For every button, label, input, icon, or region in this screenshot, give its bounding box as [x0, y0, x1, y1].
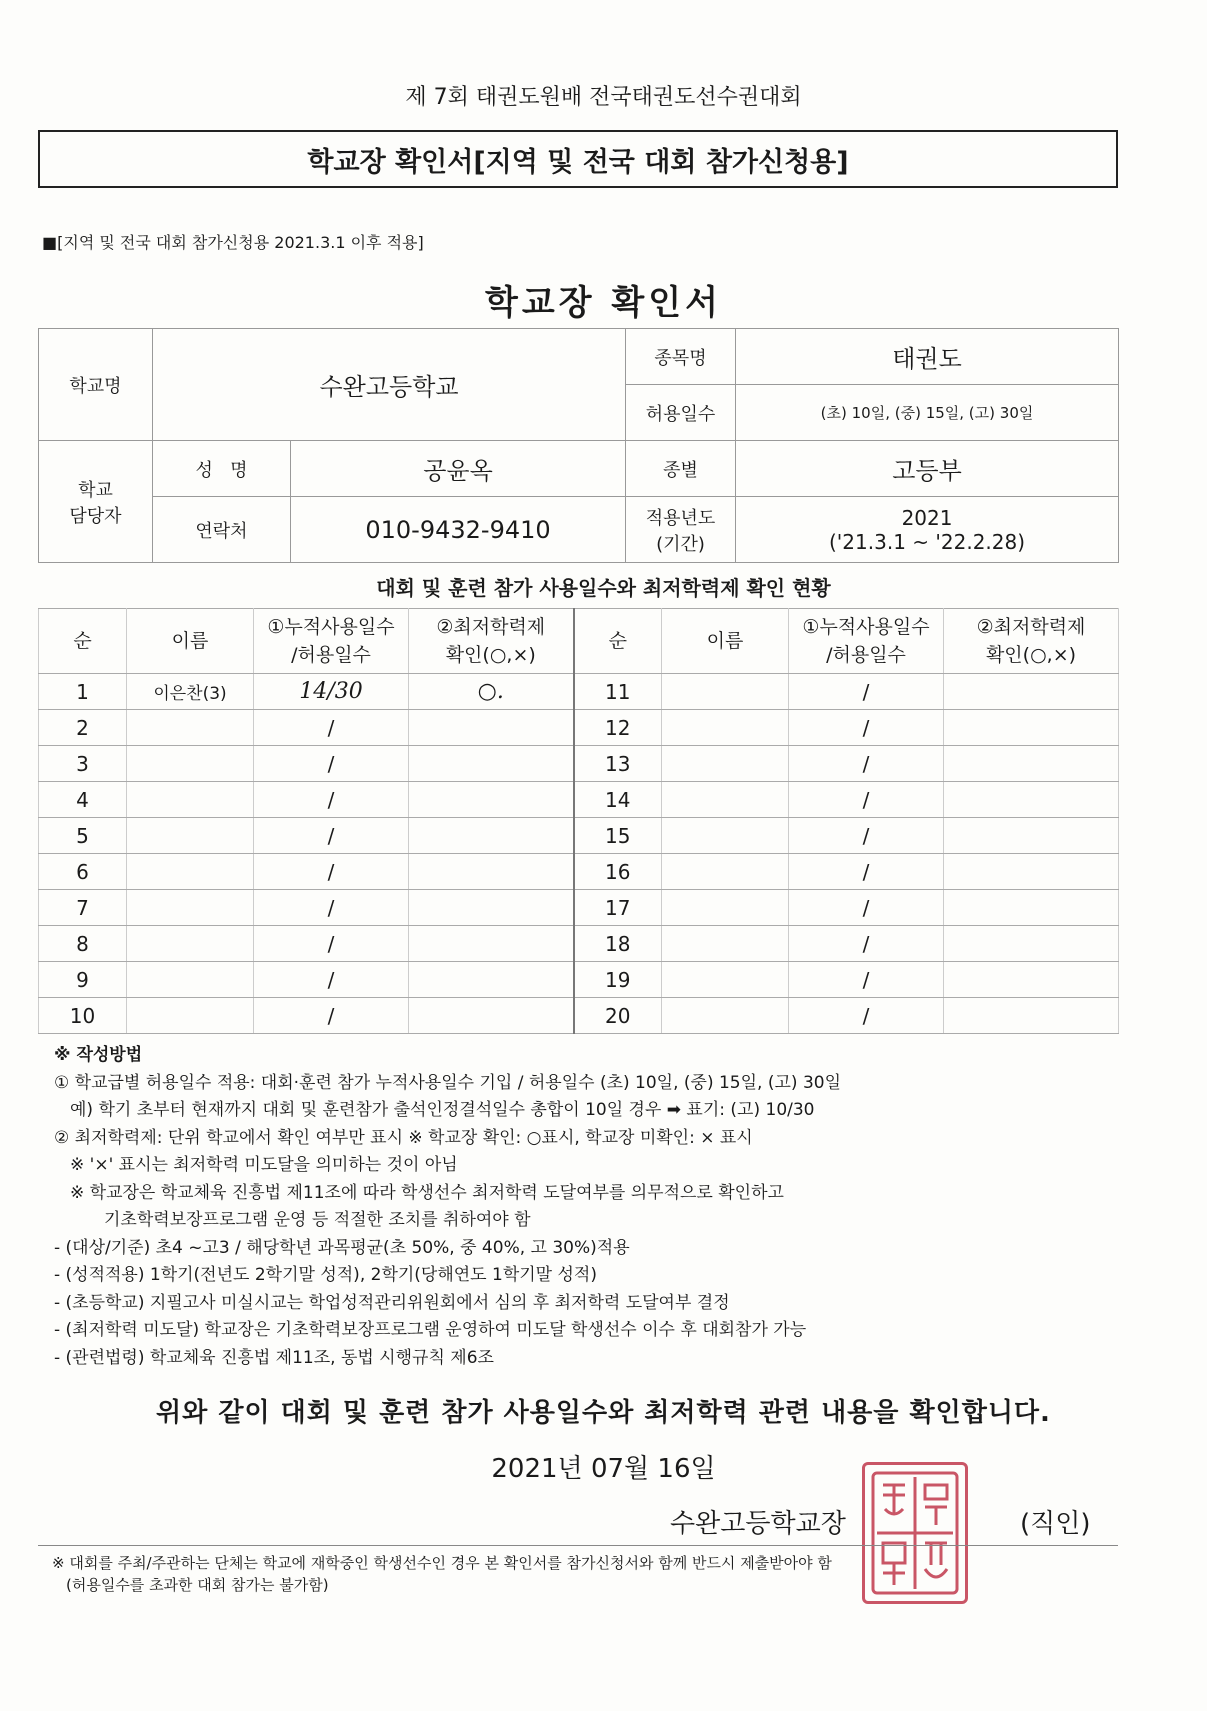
seal-label: (직인) [1020, 1509, 1091, 1539]
instruction-line: - (최저학력 미도달) 학교장은 기초학력보장프로그램 운영하여 미도달 학생선수 이수 후 대회참가 가능 [54, 1320, 807, 1340]
info-table [38, 328, 1119, 563]
row-days: / [254, 998, 409, 1034]
row-days: / [789, 782, 944, 818]
row-confirm [944, 890, 1119, 926]
row-number: 4 [39, 782, 127, 818]
year-value-line1: 2021 [901, 505, 953, 530]
status-heading: 대회 및 훈련 참가 사용일수와 최저학력제 확인 현황 [376, 576, 831, 600]
table-row [39, 890, 1119, 926]
header-days [789, 609, 944, 674]
footer-divider [38, 1545, 1118, 1546]
row-confirm [409, 818, 574, 854]
header-confirm-line1: ②최저학력제 [436, 616, 546, 638]
footer-note [52, 1552, 832, 1596]
row-days: / [254, 962, 409, 998]
year-label-line2: (기간) [656, 533, 705, 555]
division-label: 종별 [626, 441, 736, 497]
row-days: / [254, 782, 409, 818]
row-name [662, 890, 789, 926]
school-value: 수완고등학교 [153, 329, 626, 441]
row-number: 2 [39, 710, 127, 746]
row-confirm [409, 962, 574, 998]
instruction-line: - (관련법령) 학교체육 진흥법 제11조, 동법 시행규칙 제6조 [54, 1347, 494, 1368]
instructions [54, 1042, 1134, 1372]
sport-label: 종목명 [626, 329, 736, 385]
row-number: 12 [574, 710, 662, 746]
header-days-line2: /허용일수 [826, 644, 906, 666]
row-name [662, 674, 789, 710]
row-name [662, 746, 789, 782]
document-title: 학교장 확인서 [485, 283, 722, 323]
row-days: / [254, 890, 409, 926]
row-number: 6 [39, 854, 127, 890]
manager-label [39, 441, 153, 563]
row-number: 11 [574, 674, 662, 710]
manager-label-line2: 담당자 [69, 505, 122, 527]
year-label [626, 497, 736, 563]
confirmation-statement: 위와 같이 대회 및 훈련 참가 사용일수와 최저학력 관련 내용을 확인합니다. [156, 1398, 1051, 1428]
header-name: 이름 [127, 609, 254, 674]
instruction-line: ② 최저학력제: 단위 학교에서 확인 여부만 표시 ※ 학교장 확인: ○표시, 학교장 미확인: × 표시 [54, 1127, 753, 1148]
row-name: 이은찬(3) [127, 674, 254, 710]
row-name [127, 854, 254, 890]
row-name [127, 710, 254, 746]
allowed-days-value: (초) 10일, (중) 15일, (고) 30일 [736, 385, 1119, 441]
manager-label-line1: 학교 [78, 479, 113, 501]
instruction-line: 기초학력보장프로그램 운영 등 적절한 조치를 취하여야 함 [104, 1210, 531, 1230]
row-number: 10 [39, 998, 127, 1034]
row-confirm [944, 926, 1119, 962]
table-row [39, 674, 1119, 710]
row-days: / [254, 710, 409, 746]
row-days: / [254, 926, 409, 962]
table-header-row [39, 609, 1119, 674]
footer-note-line2: (허용일수를 초과한 대회 참가는 불가함) [66, 1576, 329, 1594]
year-label-line1: 적용년도 [645, 507, 716, 529]
row-name [127, 746, 254, 782]
row-confirm [409, 746, 574, 782]
row-number: 16 [574, 854, 662, 890]
seal-icon [865, 1465, 965, 1601]
row-name [127, 890, 254, 926]
year-value [736, 497, 1119, 563]
row-name [662, 998, 789, 1034]
name-label: 성 명 [153, 441, 291, 497]
row-number: 3 [39, 746, 127, 782]
row-days: / [789, 674, 944, 710]
row-number: 5 [39, 818, 127, 854]
row-days: / [789, 710, 944, 746]
row-confirm [944, 674, 1119, 710]
row-confirm [944, 782, 1119, 818]
header-confirm [409, 609, 574, 674]
row-confirm [944, 998, 1119, 1034]
table-row [39, 926, 1119, 962]
row-confirm [944, 818, 1119, 854]
row-name [127, 998, 254, 1034]
issue-date: 2021년 07월 16일 [491, 1454, 716, 1484]
row-name [662, 818, 789, 854]
row-days: / [254, 854, 409, 890]
header-confirm-line2: 확인(○,×) [985, 644, 1077, 666]
main-title: 학교장 확인서[지역 및 전국 대회 참가신청용] [307, 146, 849, 178]
row-days: / [789, 926, 944, 962]
contact-label: 연락처 [153, 497, 291, 563]
row-name [127, 782, 254, 818]
row-number: 17 [574, 890, 662, 926]
event-title: 제 7회 태권도원배 전국태권도선수권대회 [405, 85, 802, 110]
header-confirm [944, 609, 1119, 674]
instruction-line: - (초등학교) 지필고사 미실시교는 학업성적관리위원회에서 심의 후 최저학력 도달여부 결정 [54, 1292, 730, 1313]
header-days-line1: ①누적사용일수 [802, 616, 930, 638]
row-name [127, 962, 254, 998]
contact-value: 010-9432-9410 [291, 497, 626, 563]
instruction-line: ① 학교급별 허용일수 적용: 대회·훈련 참가 누적사용일수 기입 / 허용일수 (초) 10일, (중) 15일, (고) 30일 [54, 1072, 842, 1093]
row-confirm [409, 854, 574, 890]
row-days: / [789, 854, 944, 890]
header-days-line2: /허용일수 [291, 644, 371, 666]
row-days: / [254, 746, 409, 782]
row-name [662, 926, 789, 962]
instruction-line: 예) 학기 초부터 현재까지 대회 및 훈련참가 출석인정결석일수 총합이 10일 경우 ➡ 표기: (고) 10/30 [70, 1100, 815, 1120]
table-row [39, 746, 1119, 782]
footer-note-line1: ※ 대회를 주최/주관하는 단체는 학교에 재학중인 학생선수인 경우 본 확인서를 참가신청서와 함께 반드시 제출받아야 함 [52, 1554, 832, 1572]
row-confirm [409, 782, 574, 818]
row-number: 18 [574, 926, 662, 962]
year-value-line2: ('21.3.1 ~ '22.2.28) [829, 529, 1026, 554]
row-confirm [944, 710, 1119, 746]
division-value: 고등부 [736, 441, 1119, 497]
header-name: 이름 [662, 609, 789, 674]
row-days: / [789, 890, 944, 926]
row-name [662, 854, 789, 890]
row-days: / [789, 746, 944, 782]
usage-table [38, 608, 1119, 1034]
instruction-line: ※ '×' 표시는 최저학력 미도달을 의미하는 것이 아님 [70, 1155, 458, 1175]
row-number: 9 [39, 962, 127, 998]
table-row [39, 998, 1119, 1034]
row-days: 14/30 [254, 674, 409, 710]
table-row [39, 782, 1119, 818]
row-number: 14 [574, 782, 662, 818]
row-number: 7 [39, 890, 127, 926]
instruction-line: - (성적적용) 1학기(전년도 2학기말 성적), 2학기(당해연도 1학기말 성적) [54, 1265, 597, 1285]
row-confirm [409, 926, 574, 962]
row-confirm [944, 962, 1119, 998]
header-order: 순 [39, 609, 127, 674]
header-days [254, 609, 409, 674]
header-confirm-line1: ②최저학력제 [976, 616, 1086, 638]
name-value: 공윤옥 [291, 441, 626, 497]
main-title-box [38, 130, 1118, 188]
row-confirm [409, 710, 574, 746]
row-number: 15 [574, 818, 662, 854]
allowed-days-label: 허용일수 [626, 385, 736, 441]
instructions-heading: ※ 작성방법 [54, 1045, 143, 1065]
row-name [127, 818, 254, 854]
instruction-line: - (대상/기준) 초4 ~고3 / 해당학년 과목평균(초 50%, 중 40%, 고 30%)적용 [54, 1237, 630, 1258]
row-name [662, 962, 789, 998]
row-days: / [789, 818, 944, 854]
table-row [39, 962, 1119, 998]
principal-signature: 수완고등학교장 [670, 1509, 846, 1539]
row-name [662, 782, 789, 818]
row-number: 20 [574, 998, 662, 1034]
sport-value: 태권도 [736, 329, 1119, 385]
header-order: 순 [574, 609, 662, 674]
school-label: 학교명 [39, 329, 153, 441]
row-confirm [409, 998, 574, 1034]
row-confirm: ○. [409, 674, 574, 710]
header-days-line1: ①누적사용일수 [267, 616, 395, 638]
row-days: / [789, 962, 944, 998]
row-name [127, 926, 254, 962]
row-name [662, 710, 789, 746]
row-confirm [409, 890, 574, 926]
table-row [39, 854, 1119, 890]
applicability-note: ■[지역 및 전국 대회 참가신청용 2021.3.1 이후 적용] [42, 233, 424, 252]
row-number: 8 [39, 926, 127, 962]
row-days: / [789, 998, 944, 1034]
row-confirm [944, 854, 1119, 890]
row-number: 19 [574, 962, 662, 998]
table-row [39, 818, 1119, 854]
official-seal [862, 1462, 968, 1604]
row-number: 1 [39, 674, 127, 710]
row-confirm [944, 746, 1119, 782]
row-days: / [254, 818, 409, 854]
header-confirm-line2: 확인(○,×) [445, 644, 536, 666]
row-number: 13 [574, 746, 662, 782]
instruction-line: ※ 학교장은 학교체육 진흥법 제11조에 따라 학생선수 최저학력 도달여부를 의무적으로 확인하고 [70, 1182, 784, 1203]
table-row [39, 710, 1119, 746]
